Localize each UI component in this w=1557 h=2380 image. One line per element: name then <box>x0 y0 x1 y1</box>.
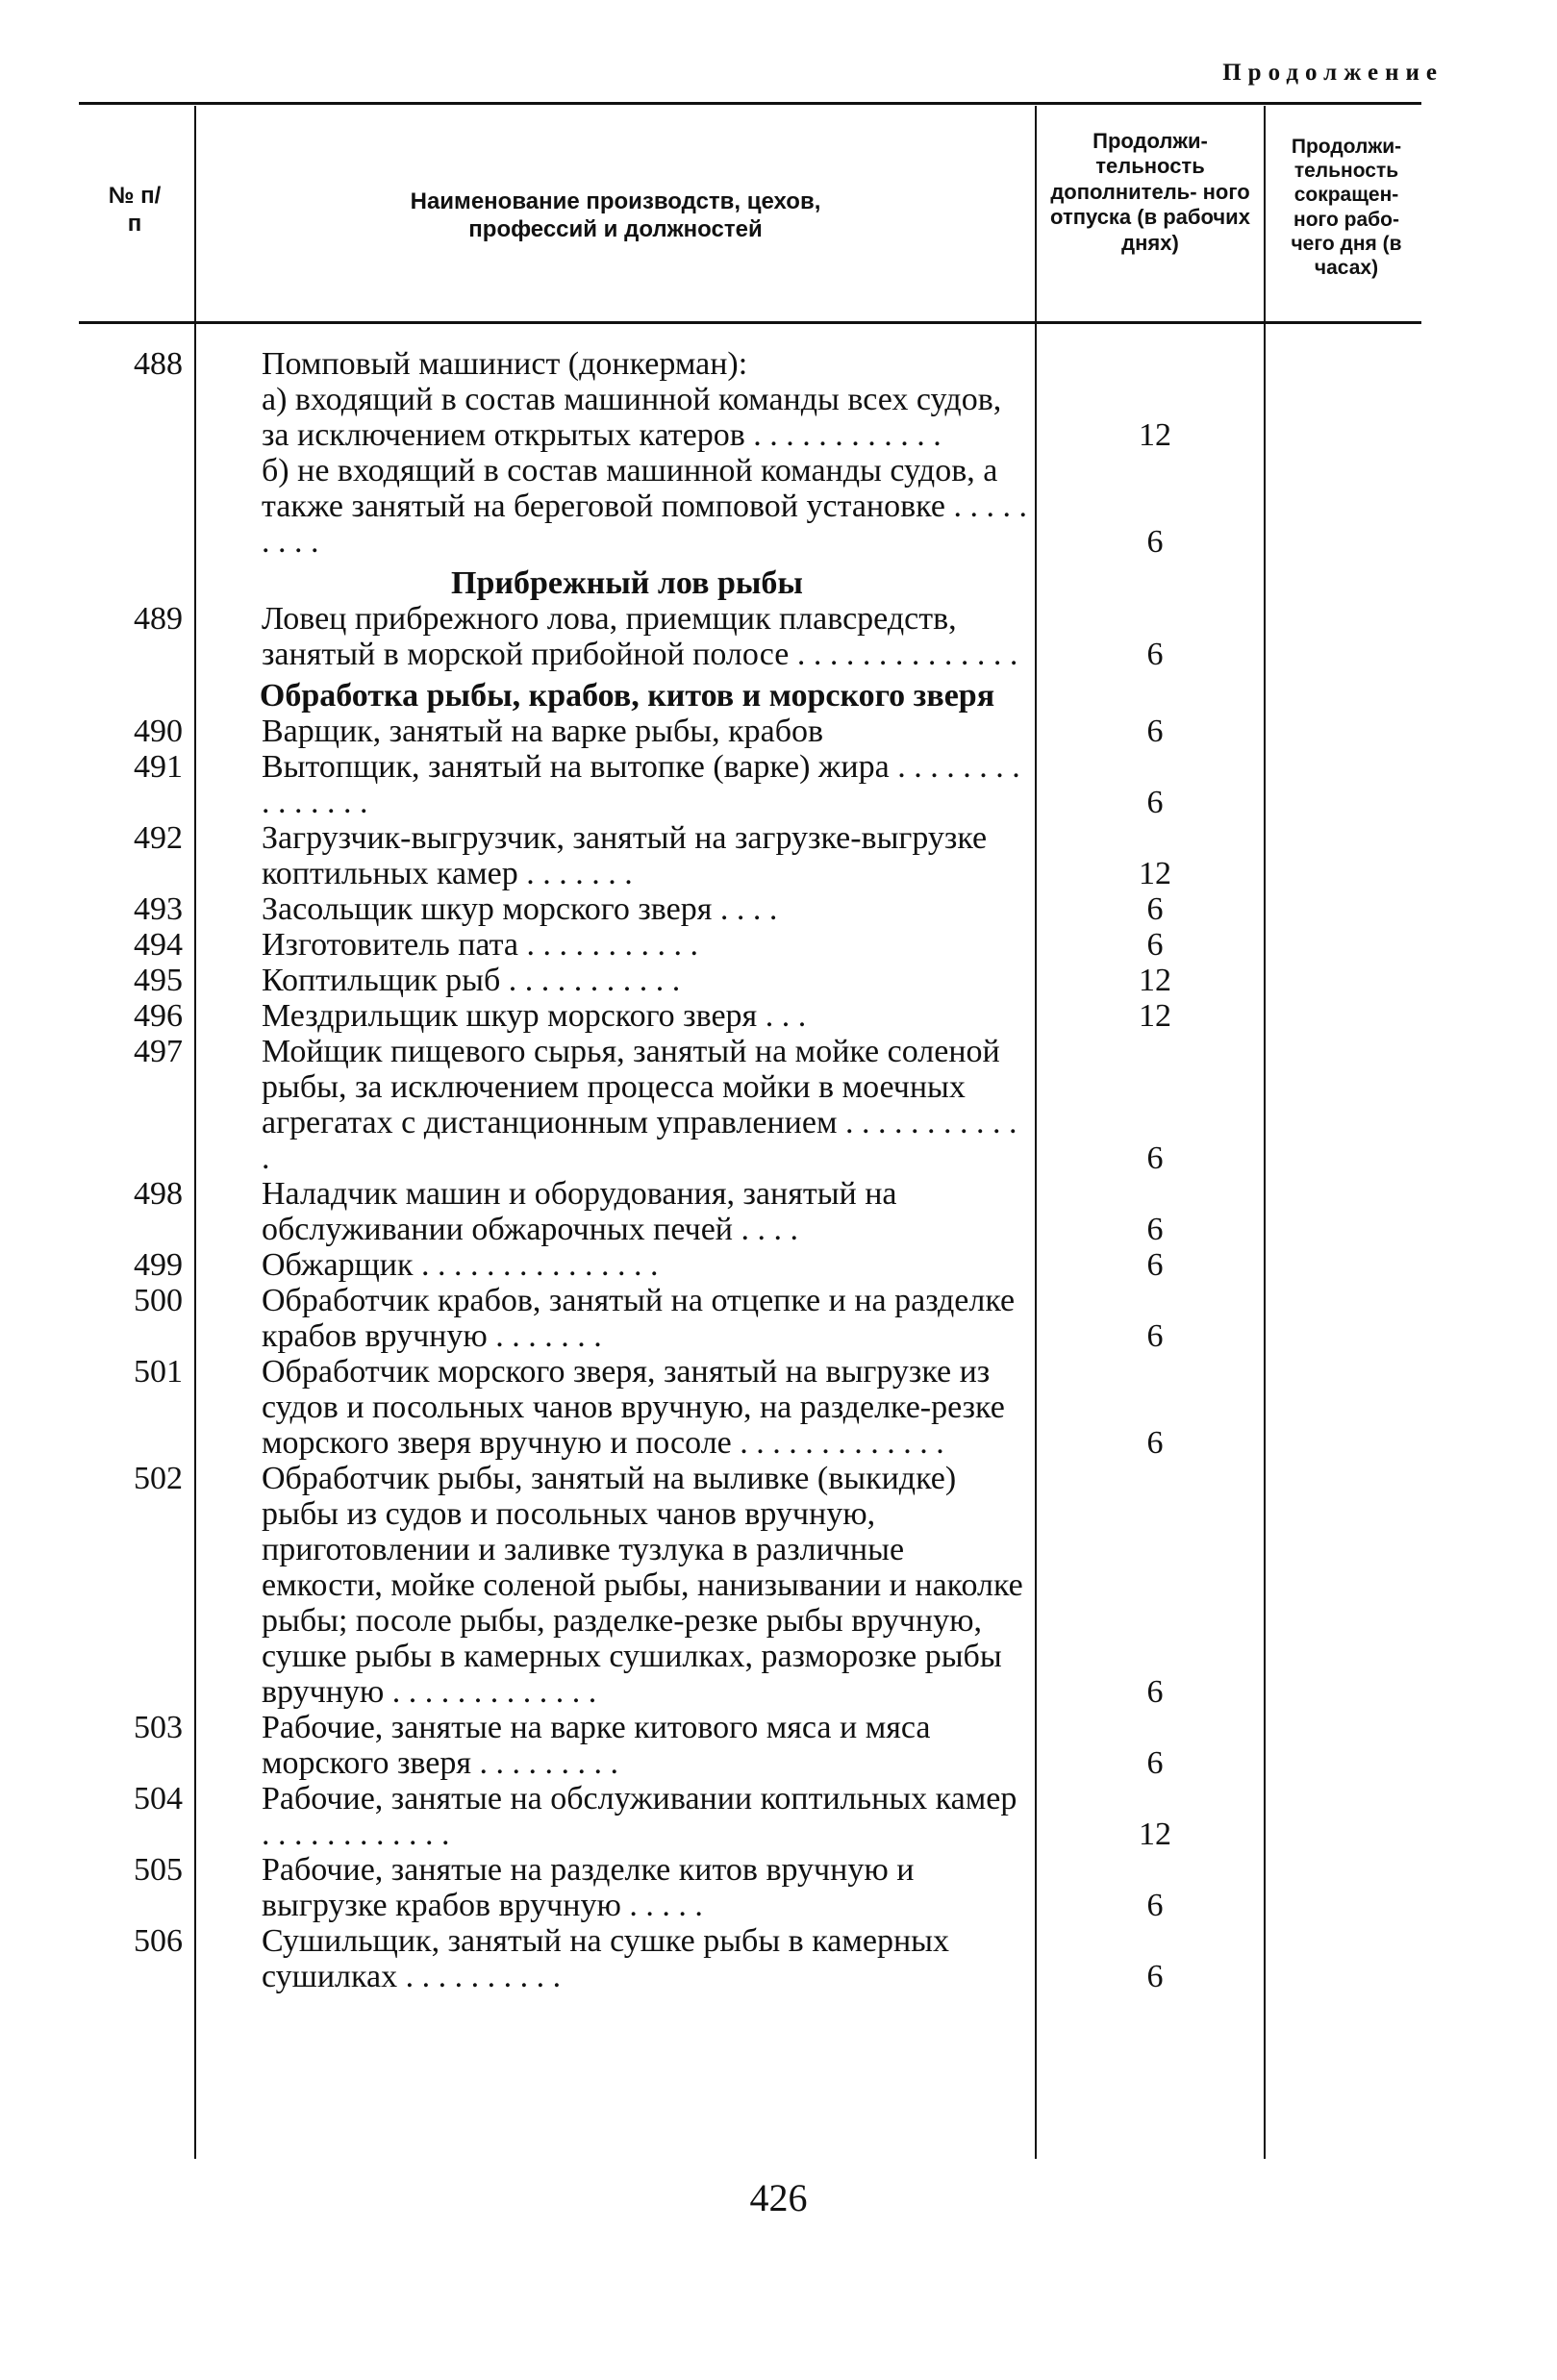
row-short-hours <box>1269 1852 1421 1923</box>
row-name: Изготовитель пата . . . . . . . . . . . <box>262 927 698 963</box>
row-short-hours <box>1269 601 1421 672</box>
row-short-hours <box>1269 1710 1421 1781</box>
table-row <box>79 453 1421 560</box>
row-short-hours <box>1269 749 1421 820</box>
row-leave-days: 6 <box>1146 637 1164 672</box>
table-row <box>79 1461 1421 1710</box>
row-number <box>79 453 194 560</box>
row-short-hours <box>1269 998 1421 1034</box>
row-leave-days: 12 <box>1139 998 1171 1034</box>
row-number: 492 <box>134 820 183 856</box>
row-leave-days: 6 <box>1146 1959 1164 1994</box>
row-leave-days: 6 <box>1146 1888 1164 1923</box>
row-leave-days: 6 <box>1146 1674 1164 1710</box>
row-short-hours <box>1269 1781 1421 1852</box>
row-name: б) не входящий в состав машинной команды судов, а также занятый на береговой помповой установке . . . . . . . . . <box>262 453 1027 560</box>
row-leave-days: 6 <box>1146 714 1164 749</box>
header-num: № п/п <box>108 183 162 237</box>
header-bottom-rule <box>79 321 1421 324</box>
row-name: Мойщик пищевого сырья, занятый на мойке соленой рыбы, за исключением процесса мойки в моечных агрегатах с дистанционным управлением . . . . . . . . . . . . <box>262 1034 1017 1176</box>
row-name: Обработчик рыбы, занятый на выливке (выкидке) рыбы из судов и посольных чанов вручную, приготовлении и заливке тузлука в различные емкости, мойке соленой рыбы, нанизывании и наколке рыбы; посоле рыбы, разделке-резке рыбы вручную, сушке рыбы в камерных сушилках, разморозке рыбы вручную . . . . . . . . . . . . . <box>262 1461 1023 1710</box>
row-name: Ловец прибрежного лова, приемщик плавсредств, занятый в морской прибойной полосе . . . . . . . . . . . . . . <box>262 601 1018 672</box>
row-short-hours <box>1269 1923 1421 1994</box>
row-leave-days: 6 <box>1146 1247 1164 1283</box>
row-leave-days <box>1041 565 1269 601</box>
row-short-hours <box>1269 963 1421 998</box>
row-number <box>79 565 194 601</box>
continuation-note: Продолжение <box>1222 60 1444 86</box>
table-row <box>79 1781 1421 1852</box>
header-hours: Продолжи- тельность сокращен- ного рабо- чего дня (в часах) <box>1291 136 1402 279</box>
row-number: 491 <box>134 749 183 785</box>
row-leave-days: 6 <box>1146 927 1164 963</box>
row-number: 503 <box>134 1710 183 1745</box>
row-number: 497 <box>134 1034 183 1069</box>
row-short-hours <box>1269 346 1421 382</box>
row-name: Рабочие, занятые на разделке китов вручную и выгрузке крабов вручную . . . . . <box>262 1852 915 1923</box>
table-row <box>79 714 1421 749</box>
row-number: 499 <box>134 1247 183 1283</box>
row-name: Загрузчик-выгрузчик, занятый на загрузке-выгрузке коптильных камер . . . . . . . <box>262 820 988 891</box>
row-leave-days <box>1041 346 1269 382</box>
row-short-hours <box>1269 891 1421 927</box>
table-row <box>79 963 1421 998</box>
row-number: 504 <box>134 1781 183 1816</box>
row-short-hours <box>1269 1176 1421 1247</box>
row-name: Коптильщик рыб . . . . . . . . . . . <box>262 963 681 998</box>
table-row <box>79 1034 1421 1176</box>
row-leave-days: 12 <box>1139 963 1171 998</box>
row-number: 496 <box>134 998 183 1034</box>
row-leave-days: 6 <box>1146 1140 1164 1176</box>
row-short-hours <box>1269 382 1421 453</box>
row-name: Рабочие, занятые на варке китового мяса и мяса морского зверя . . . . . . . . . <box>262 1710 931 1781</box>
table-row <box>79 1247 1421 1283</box>
row-name: Мездрильщик шкур морского зверя . . . <box>262 998 807 1034</box>
row-name: Засольщик шкур морского зверя . . . . <box>262 891 778 927</box>
table-row <box>79 565 1421 601</box>
row-leave-days: 6 <box>1146 1425 1164 1461</box>
row-short-hours <box>1269 1283 1421 1354</box>
row-number <box>79 678 194 714</box>
row-number: 494 <box>134 927 183 963</box>
table-body <box>79 346 1421 1994</box>
table-row <box>79 678 1421 714</box>
table-row <box>79 382 1421 453</box>
row-name: Варщик, занятый на варке рыбы, крабов <box>262 714 824 749</box>
row-leave-days: 12 <box>1139 1816 1171 1852</box>
row-name: Обжарщик . . . . . . . . . . . . . . . <box>262 1247 659 1283</box>
table-row <box>79 820 1421 891</box>
top-rule <box>79 102 1421 105</box>
row-number: 501 <box>134 1354 183 1390</box>
row-leave-days: 6 <box>1146 1212 1164 1247</box>
table-row <box>79 998 1421 1034</box>
row-leave-days: 6 <box>1146 524 1164 560</box>
row-name: Помповый машинист (донкерман): <box>262 346 748 382</box>
table-row <box>79 927 1421 963</box>
table-row <box>79 1852 1421 1923</box>
row-number <box>79 382 194 453</box>
row-name: Наладчик машин и оборудования, занятый на обслуживании обжарочных печей . . . . <box>262 1176 897 1247</box>
row-name: Обработчик морского зверя, занятый на выгрузке из судов и посольных чанов вручную, на разделке-резке морского зверя вручную и посоле . . . . . . . . . . . . . <box>262 1354 1005 1461</box>
row-name: Сушильщик, занятый на сушке рыбы в камерных сушилках . . . . . . . . . . <box>262 1923 949 1994</box>
row-name: Прибрежный лов рыбы <box>451 565 803 601</box>
row-leave-days: 12 <box>1139 856 1171 891</box>
table-row <box>79 1176 1421 1247</box>
row-leave-days: 6 <box>1146 1318 1164 1354</box>
row-number: 495 <box>134 963 183 998</box>
row-leave-days <box>1041 678 1269 714</box>
row-short-hours <box>1269 1461 1421 1710</box>
row-number: 488 <box>134 346 183 382</box>
row-name: Обработка рыбы, крабов, китов и морского зверя <box>259 678 995 714</box>
row-short-hours <box>1269 820 1421 891</box>
table-row <box>79 1354 1421 1461</box>
row-name: а) входящий в состав машинной команды всех судов, за исключением открытых катеров . . . . . . . . . . . . <box>262 382 1002 453</box>
row-short-hours <box>1269 1247 1421 1283</box>
table-row <box>79 346 1421 382</box>
table-row <box>79 1283 1421 1354</box>
row-leave-days: 12 <box>1139 417 1171 453</box>
row-number: 489 <box>134 601 183 637</box>
row-leave-days: 6 <box>1146 891 1164 927</box>
header-name: Наименование производств, цехов, профессий и должностей <box>410 188 821 242</box>
table-row <box>79 749 1421 820</box>
table-row <box>79 1923 1421 1994</box>
table-row <box>79 891 1421 927</box>
row-short-hours <box>1269 1354 1421 1461</box>
row-number: 493 <box>134 891 183 927</box>
row-number: 498 <box>134 1176 183 1212</box>
row-number: 502 <box>134 1461 183 1496</box>
row-number: 500 <box>134 1283 183 1318</box>
row-short-hours <box>1269 565 1421 601</box>
header-leave: Продолжи- тельность дополнитель- ного отпуска (в рабочих днях) <box>1050 129 1250 255</box>
table-row <box>79 601 1421 672</box>
row-short-hours <box>1269 678 1421 714</box>
row-leave-days: 6 <box>1146 785 1164 820</box>
row-short-hours <box>1269 714 1421 749</box>
row-name: Рабочие, занятые на обслуживании коптильных камер . . . . . . . . . . . . <box>262 1781 1017 1852</box>
row-name: Обработчик крабов, занятый на отцепке и на разделке крабов вручную . . . . . . . <box>262 1283 1016 1354</box>
row-short-hours <box>1269 927 1421 963</box>
row-short-hours <box>1269 1034 1421 1176</box>
row-number: 490 <box>134 714 183 749</box>
row-name: Вытопщик, занятый на вытопке (варке) жира . . . . . . . . . . . . . . . <box>262 749 1020 820</box>
row-short-hours <box>1269 453 1421 560</box>
row-number: 505 <box>134 1852 183 1888</box>
table-row <box>79 1710 1421 1781</box>
row-leave-days: 6 <box>1146 1745 1164 1781</box>
row-number: 506 <box>134 1923 183 1959</box>
page-number: 426 <box>749 2176 808 2219</box>
